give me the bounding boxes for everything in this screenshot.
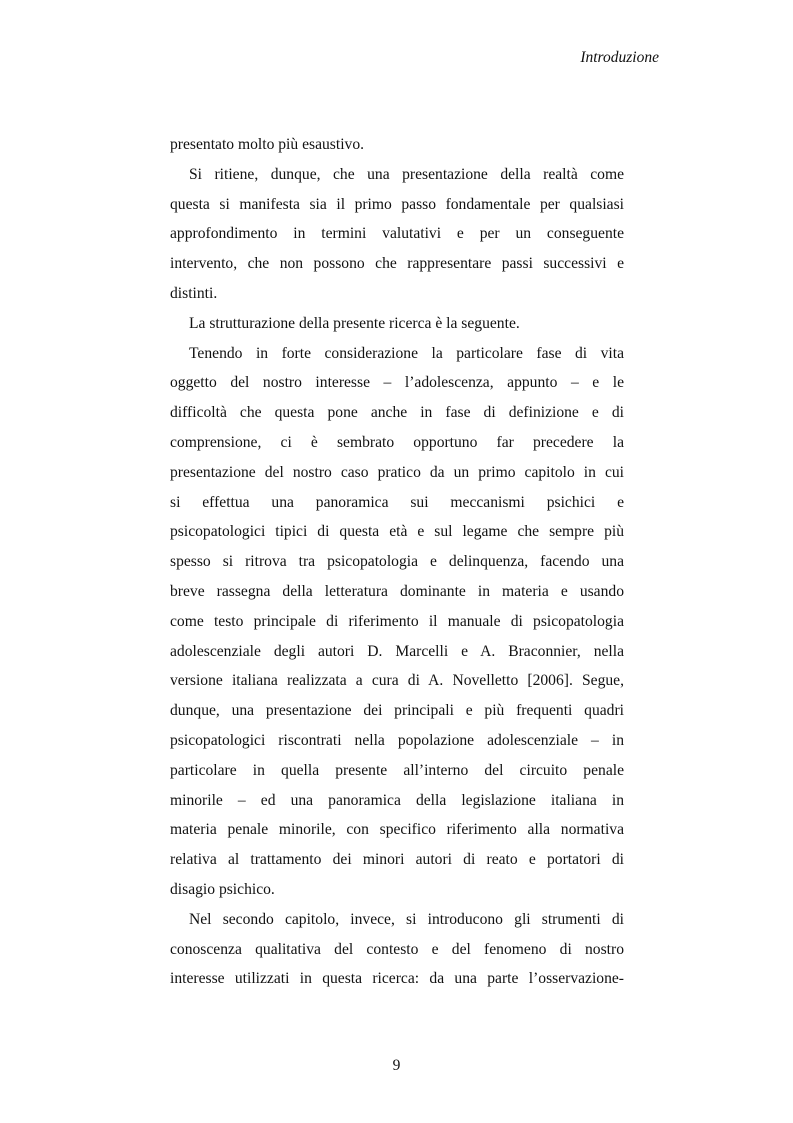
- text-line: si effettua una panoramica sui meccanismi psichici e: [170, 493, 624, 511]
- body-text: [170, 130, 624, 994]
- running-header: Introduzione: [580, 49, 659, 66]
- text-line: questa si manifesta sia il primo passo fondamentale per qualsiasi: [170, 195, 624, 213]
- text-line: versione italiana realizzata a cura di A. Novelletto [2006]. Segue,: [170, 672, 624, 690]
- text-line: oggetto del nostro interesse – l’adolescenza, appunto – e le: [170, 374, 624, 392]
- text-line: intervento, che non possono che rappresentare passi successivi e: [170, 255, 624, 273]
- paragraph: [170, 339, 624, 905]
- page-number: 9: [392, 1057, 401, 1074]
- text-line: psicopatologici riscontrati nella popolazione adolescenziale – in: [170, 731, 624, 749]
- text-line: particolare in quella presente all’interno del circuito penale: [170, 761, 624, 779]
- text-line: comprensione, ci è sembrato opportuno far precedere la: [170, 433, 624, 451]
- text-line: interesse utilizzati in questa ricerca: da una parte l’osservazione-: [170, 970, 624, 988]
- text-line: relativa al trattamento dei minori autori di reato e portatori di: [170, 851, 624, 869]
- text-line: materia penale minorile, con specifico riferimento alla normativa: [170, 821, 624, 839]
- text-line: spesso si ritrova tra psicopatologia e delinquenza, facendo una: [170, 553, 624, 571]
- text-line: distinti.: [170, 284, 218, 302]
- text-line: adolescenziale degli autori D. Marcelli e A. Braconnier, nella: [170, 642, 624, 660]
- text-line: La strutturazione della presente ricerca è la seguente.: [189, 314, 520, 332]
- text-line: difficoltà che questa pone anche in fase di definizione e di: [170, 404, 624, 422]
- text-line: presentato molto più esaustivo.: [170, 136, 365, 153]
- text-line: minorile – ed una panoramica della legislazione italiana in: [170, 791, 624, 809]
- text-line: disagio psichico.: [170, 880, 275, 898]
- text-line: breve rassegna della letteratura dominante in materia e usando: [170, 582, 624, 600]
- paragraph: [170, 905, 624, 994]
- text-line: Tenendo in forte considerazione la particolare fase di vita: [189, 344, 624, 362]
- text-line: presentazione del nostro caso pratico da un primo capitolo in cui: [170, 463, 624, 481]
- text-line: conoscenza qualitativa del contesto e del fenomeno di nostro: [170, 940, 624, 958]
- text-line: come testo principale di riferimento il manuale di psicopatologia: [170, 612, 624, 630]
- paragraph: [170, 309, 624, 339]
- text-line: Si ritiene, dunque, che una presentazione della realtà come: [189, 165, 624, 183]
- text-line: psicopatologici tipici di questa età e sul legame che sempre più: [170, 523, 624, 541]
- text-line: approfondimento in termini valutativi e per un conseguente: [170, 225, 624, 243]
- text-line: Nel secondo capitolo, invece, si introducono gli strumenti di: [189, 910, 624, 928]
- paragraph: [170, 160, 624, 309]
- text-line: dunque, una presentazione dei principali e più frequenti quadri: [170, 702, 624, 720]
- paragraph: [170, 130, 624, 160]
